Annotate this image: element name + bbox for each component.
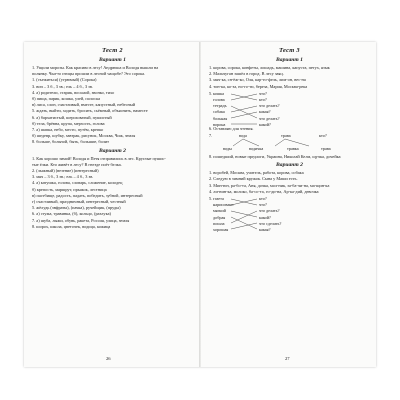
answer-line: 1. Как хорошо зимой! Володя и Петя отправились в лес. Круглые пушис- bbox=[32, 155, 166, 161]
answer-line: тые ёлки. Кто живёт в лесу? В гнезде поёт белка. bbox=[32, 161, 122, 167]
answer-line: 8. пошедший, новые предлоги, Украина, Николай Келм, щучка, дочейка bbox=[209, 154, 341, 160]
match-question: что сделать? bbox=[259, 220, 282, 226]
match-word: хорошая bbox=[213, 227, 229, 233]
match-question: что? bbox=[259, 202, 267, 208]
scheme-word: водичка bbox=[249, 146, 264, 152]
item-number: 5. bbox=[209, 90, 213, 96]
answer-line: 3. вич – 3 б., 3 зв.; ель – 4 б., 3 зв. bbox=[32, 83, 93, 89]
match-word: пошла bbox=[213, 220, 225, 226]
answer-line: г) счастливый, праздничный, интересный, честный bbox=[32, 199, 126, 205]
match-questions bbox=[259, 196, 281, 233]
answer-line: б) крепость, маршрут, прыжок, лестница bbox=[32, 186, 107, 192]
answer-line: б) шедевр, шубку, завтрак, рисунок, Москва, Чиж, земля bbox=[32, 133, 136, 139]
answer-line: 2. Мальчуган зашёл в город. В лесу заяц. bbox=[209, 71, 284, 77]
answer-line: 7. а) шуба, лыжи, обувь, ракета, Россия, улица, земля bbox=[32, 217, 130, 223]
answer-line: 2. (лыжный) (везение) (интересный) bbox=[32, 168, 99, 174]
match-question: какая? bbox=[259, 227, 271, 233]
right-page bbox=[201, 42, 376, 367]
answer-line: б) тела, брёвна, крупа, мерзость, голова bbox=[32, 120, 105, 126]
match-question: какая? bbox=[259, 109, 271, 115]
answer-line: 1. (съежиться) (угрюмый) (Сорока) bbox=[32, 77, 97, 83]
answer-line: 4. ли-нин-ка, молоко, ба-со-та, го-ди-на, Ар-ка-дий, девочка bbox=[209, 188, 319, 194]
page-title: Тест 2 bbox=[102, 47, 123, 54]
match-words bbox=[213, 91, 227, 128]
match-question: кто? bbox=[259, 196, 267, 202]
item-number: 7. bbox=[209, 133, 213, 139]
scheme-word: трава bbox=[321, 146, 331, 152]
answer-line: 6. Оставляю для чтения. bbox=[209, 125, 254, 131]
answer-line: 4. а) родители, старик, восьмой, звонко, тихо bbox=[32, 89, 115, 95]
variant2-answers bbox=[32, 156, 193, 230]
match-question: что делать? bbox=[259, 115, 280, 121]
variant-heading: Вариант 2 bbox=[99, 147, 126, 154]
answer-line: 4. а) катушка, голова, словарь, сложение, колодец bbox=[32, 180, 123, 186]
variant1-answers bbox=[32, 65, 193, 146]
match-word: газета bbox=[213, 196, 224, 202]
match-question: что делать? bbox=[259, 103, 280, 109]
answer-line: 1. корова, сорока, конфеты, лошадь, машина, капуста, петух, язык bbox=[209, 65, 330, 70]
answer-line: 6. а) стужа, травинка, (б), кольцо, (разлука) bbox=[32, 211, 111, 217]
scheme-word: воды bbox=[223, 146, 232, 152]
scheme-word: вода bbox=[239, 133, 247, 139]
item-number: 5. bbox=[209, 196, 213, 202]
book-spread bbox=[24, 42, 376, 367]
answer-line: 1. Ущили морозы. Как красиво в лесу! Андрюша и Володя вышли на bbox=[32, 65, 159, 70]
match-question: кто? bbox=[259, 97, 267, 103]
answer-line: 3. мяч-ка, сн-ёж-ко, Оля, кар-то-фель, лим-он, вес-на bbox=[209, 77, 306, 83]
match-word: собака bbox=[213, 109, 225, 115]
answer-line: 8. больше, больной, быть, большие, болит bbox=[32, 139, 110, 145]
answer-line: в) пастбище, радость, падать, победить, зубной, интересный bbox=[32, 192, 143, 198]
match-question: какой? bbox=[259, 121, 271, 127]
page-title: Тест 3 bbox=[279, 47, 300, 54]
match-word: кошка bbox=[213, 90, 224, 96]
answer-line: 5. жёлудь (эвфраты), (пачка), ручейщик, (пруды) bbox=[32, 205, 121, 211]
answer-line: полянку. Чьи-то птицы прошли в лесной чащобе? Это сорока. bbox=[32, 71, 146, 77]
page-number: 27 bbox=[285, 356, 290, 361]
page-number: 26 bbox=[106, 356, 111, 361]
match-connector-lines bbox=[231, 197, 259, 233]
match-word: больная bbox=[213, 115, 228, 121]
match-word: голова bbox=[213, 97, 225, 103]
match-questions bbox=[259, 91, 279, 128]
word-scheme bbox=[209, 133, 370, 153]
answer-line: 6. а) бархатистый, шероховатый, пушистый bbox=[32, 114, 112, 120]
scheme-word: травка bbox=[287, 146, 299, 152]
match-word: тетрадь bbox=[213, 103, 227, 109]
answer-line: б) пища, парик, кошка, улей, полоска bbox=[32, 96, 101, 102]
answer-line: в) лиса, слон, счастливый, вместе, капустный, небесный bbox=[32, 102, 136, 108]
answer-line: 7. а) шапка, небо, место, путём, крепко bbox=[32, 127, 104, 133]
match-question: что? bbox=[259, 90, 267, 96]
variant-heading: Вариант 2 bbox=[276, 162, 303, 169]
match-connector-lines bbox=[231, 92, 259, 128]
match-word: ворона bbox=[213, 121, 226, 127]
answer-line: 3. мяч – 3 б., 3 зв.; ель – 4 б., 3 зв. bbox=[32, 174, 94, 180]
answer-line: 2. Следую в зимний кружок. Сына у Маши есть. bbox=[209, 176, 298, 182]
match-question: что делать? bbox=[259, 208, 280, 214]
matching-exercise bbox=[209, 196, 370, 233]
match-word: нарисовано bbox=[213, 202, 234, 208]
answer-line: 4. тон-ка, ко-за, но-го-ти, береза, Мария, Москва-река bbox=[209, 83, 308, 89]
match-word: добрая bbox=[213, 214, 226, 220]
match-question: какой? bbox=[259, 214, 271, 220]
matching-exercise bbox=[209, 91, 370, 125]
scheme-word: трава bbox=[281, 133, 291, 139]
answer-line: 8. шорох, школа, цветочек, водица, кожица bbox=[32, 223, 111, 229]
answer-line: 3. Мин-юн, ра-бо-та, Аня, дочка, мол-ник, за-ба-чи-на, ма-щин-ка bbox=[209, 182, 330, 188]
match-word: мягкий bbox=[213, 208, 226, 214]
left-page bbox=[24, 42, 199, 367]
scheme-word: кто? bbox=[319, 133, 327, 139]
answer-line: 1. воробей, Москва, учитель, работа, корова, собака bbox=[209, 170, 304, 176]
answer-line: 5. ждать, выйти, ходить, бросить, сьёмный, объяснить, наместе bbox=[32, 108, 148, 114]
variant-heading: Вариант 1 bbox=[276, 57, 303, 63]
variant-heading: Вариант 1 bbox=[99, 57, 126, 63]
